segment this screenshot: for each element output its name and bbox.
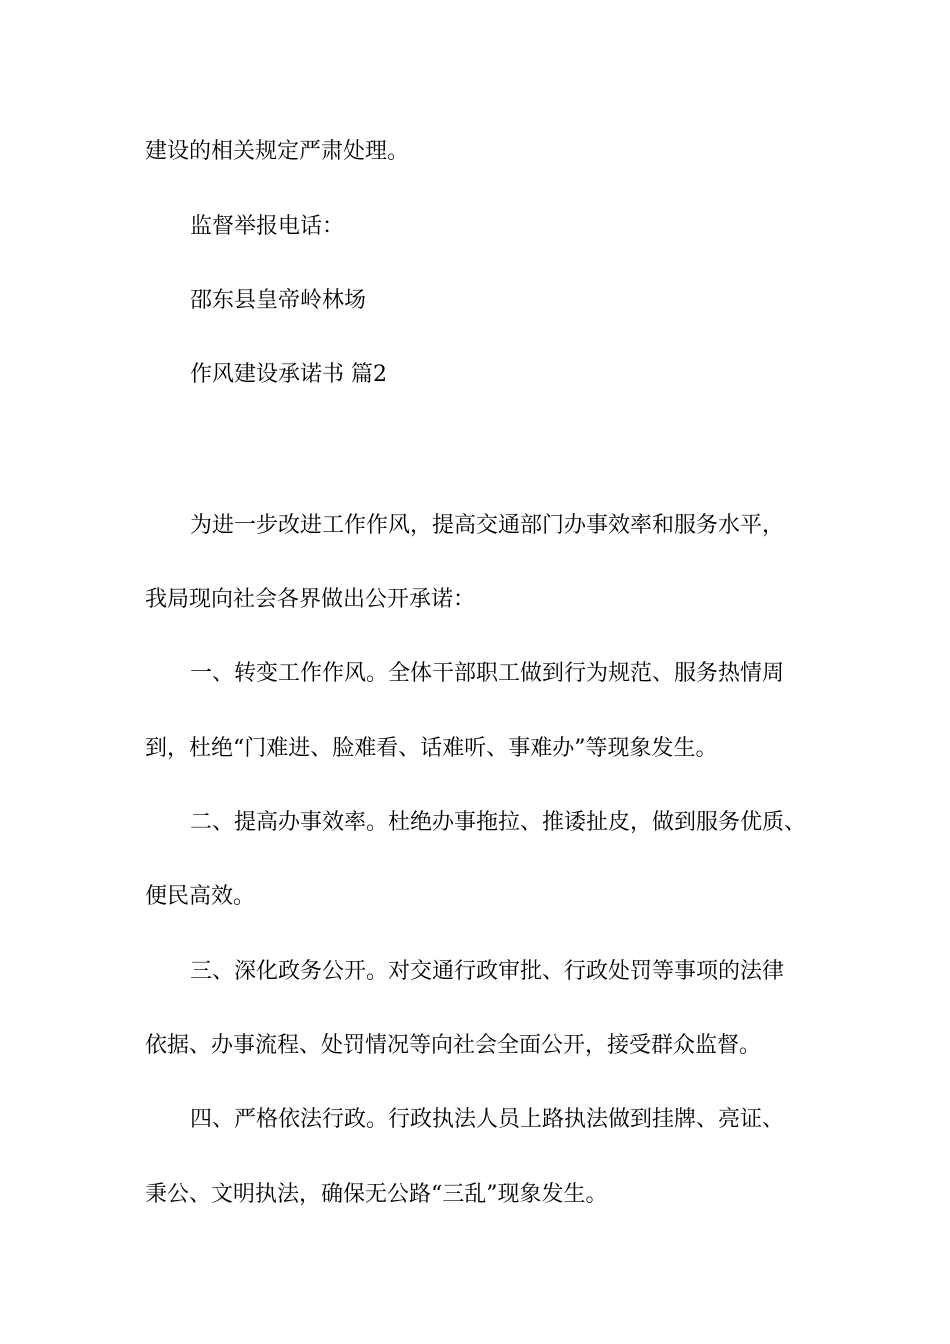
body-line-continuation: 建设的相关规定严肃处理。	[145, 139, 410, 164]
paragraph-intro-line-2: 我局现向社会各界做出公开承诺：	[145, 587, 476, 612]
paragraph-2-line-2: 便民高效。	[145, 884, 256, 909]
paragraph-1-line-1: 一、转变工作作风。全体干部职工做到行为规范、服务热情周	[190, 661, 785, 686]
paragraph-1-line-2: 到，杜绝“门难进、脸难看、话难听、事难办”等现象发生。	[145, 736, 718, 761]
hotline-label: 监督举报电话：	[190, 214, 345, 239]
paragraph-3-line-2: 依据、办事流程、处罚情况等向社会全面公开，接受群众监督。	[145, 1033, 762, 1058]
organization-name: 邵东县皇帝岭林场	[190, 288, 367, 313]
paragraph-3-line-1: 三、深化政务公开。对交通行政审批、行政处罚等事项的法律	[190, 959, 785, 984]
paragraph-4-line-1: 四、严格依法行政。行政执法人员上路执法做到挂牌、亮证、	[190, 1107, 785, 1132]
paragraph-2-line-1: 二、提高办事效率。杜绝办事拖拉、推诿扯皮，做到服务优质、	[190, 810, 807, 835]
paragraph-4-line-2: 秉公、文明执法，确保无公路“三乱”现象发生。	[145, 1182, 608, 1207]
paragraph-intro-line-1: 为进一步改进工作作风，提高交通部门办事效率和服务水平，	[190, 513, 785, 538]
section-title: 作风建设承诺书 篇2	[190, 362, 387, 387]
